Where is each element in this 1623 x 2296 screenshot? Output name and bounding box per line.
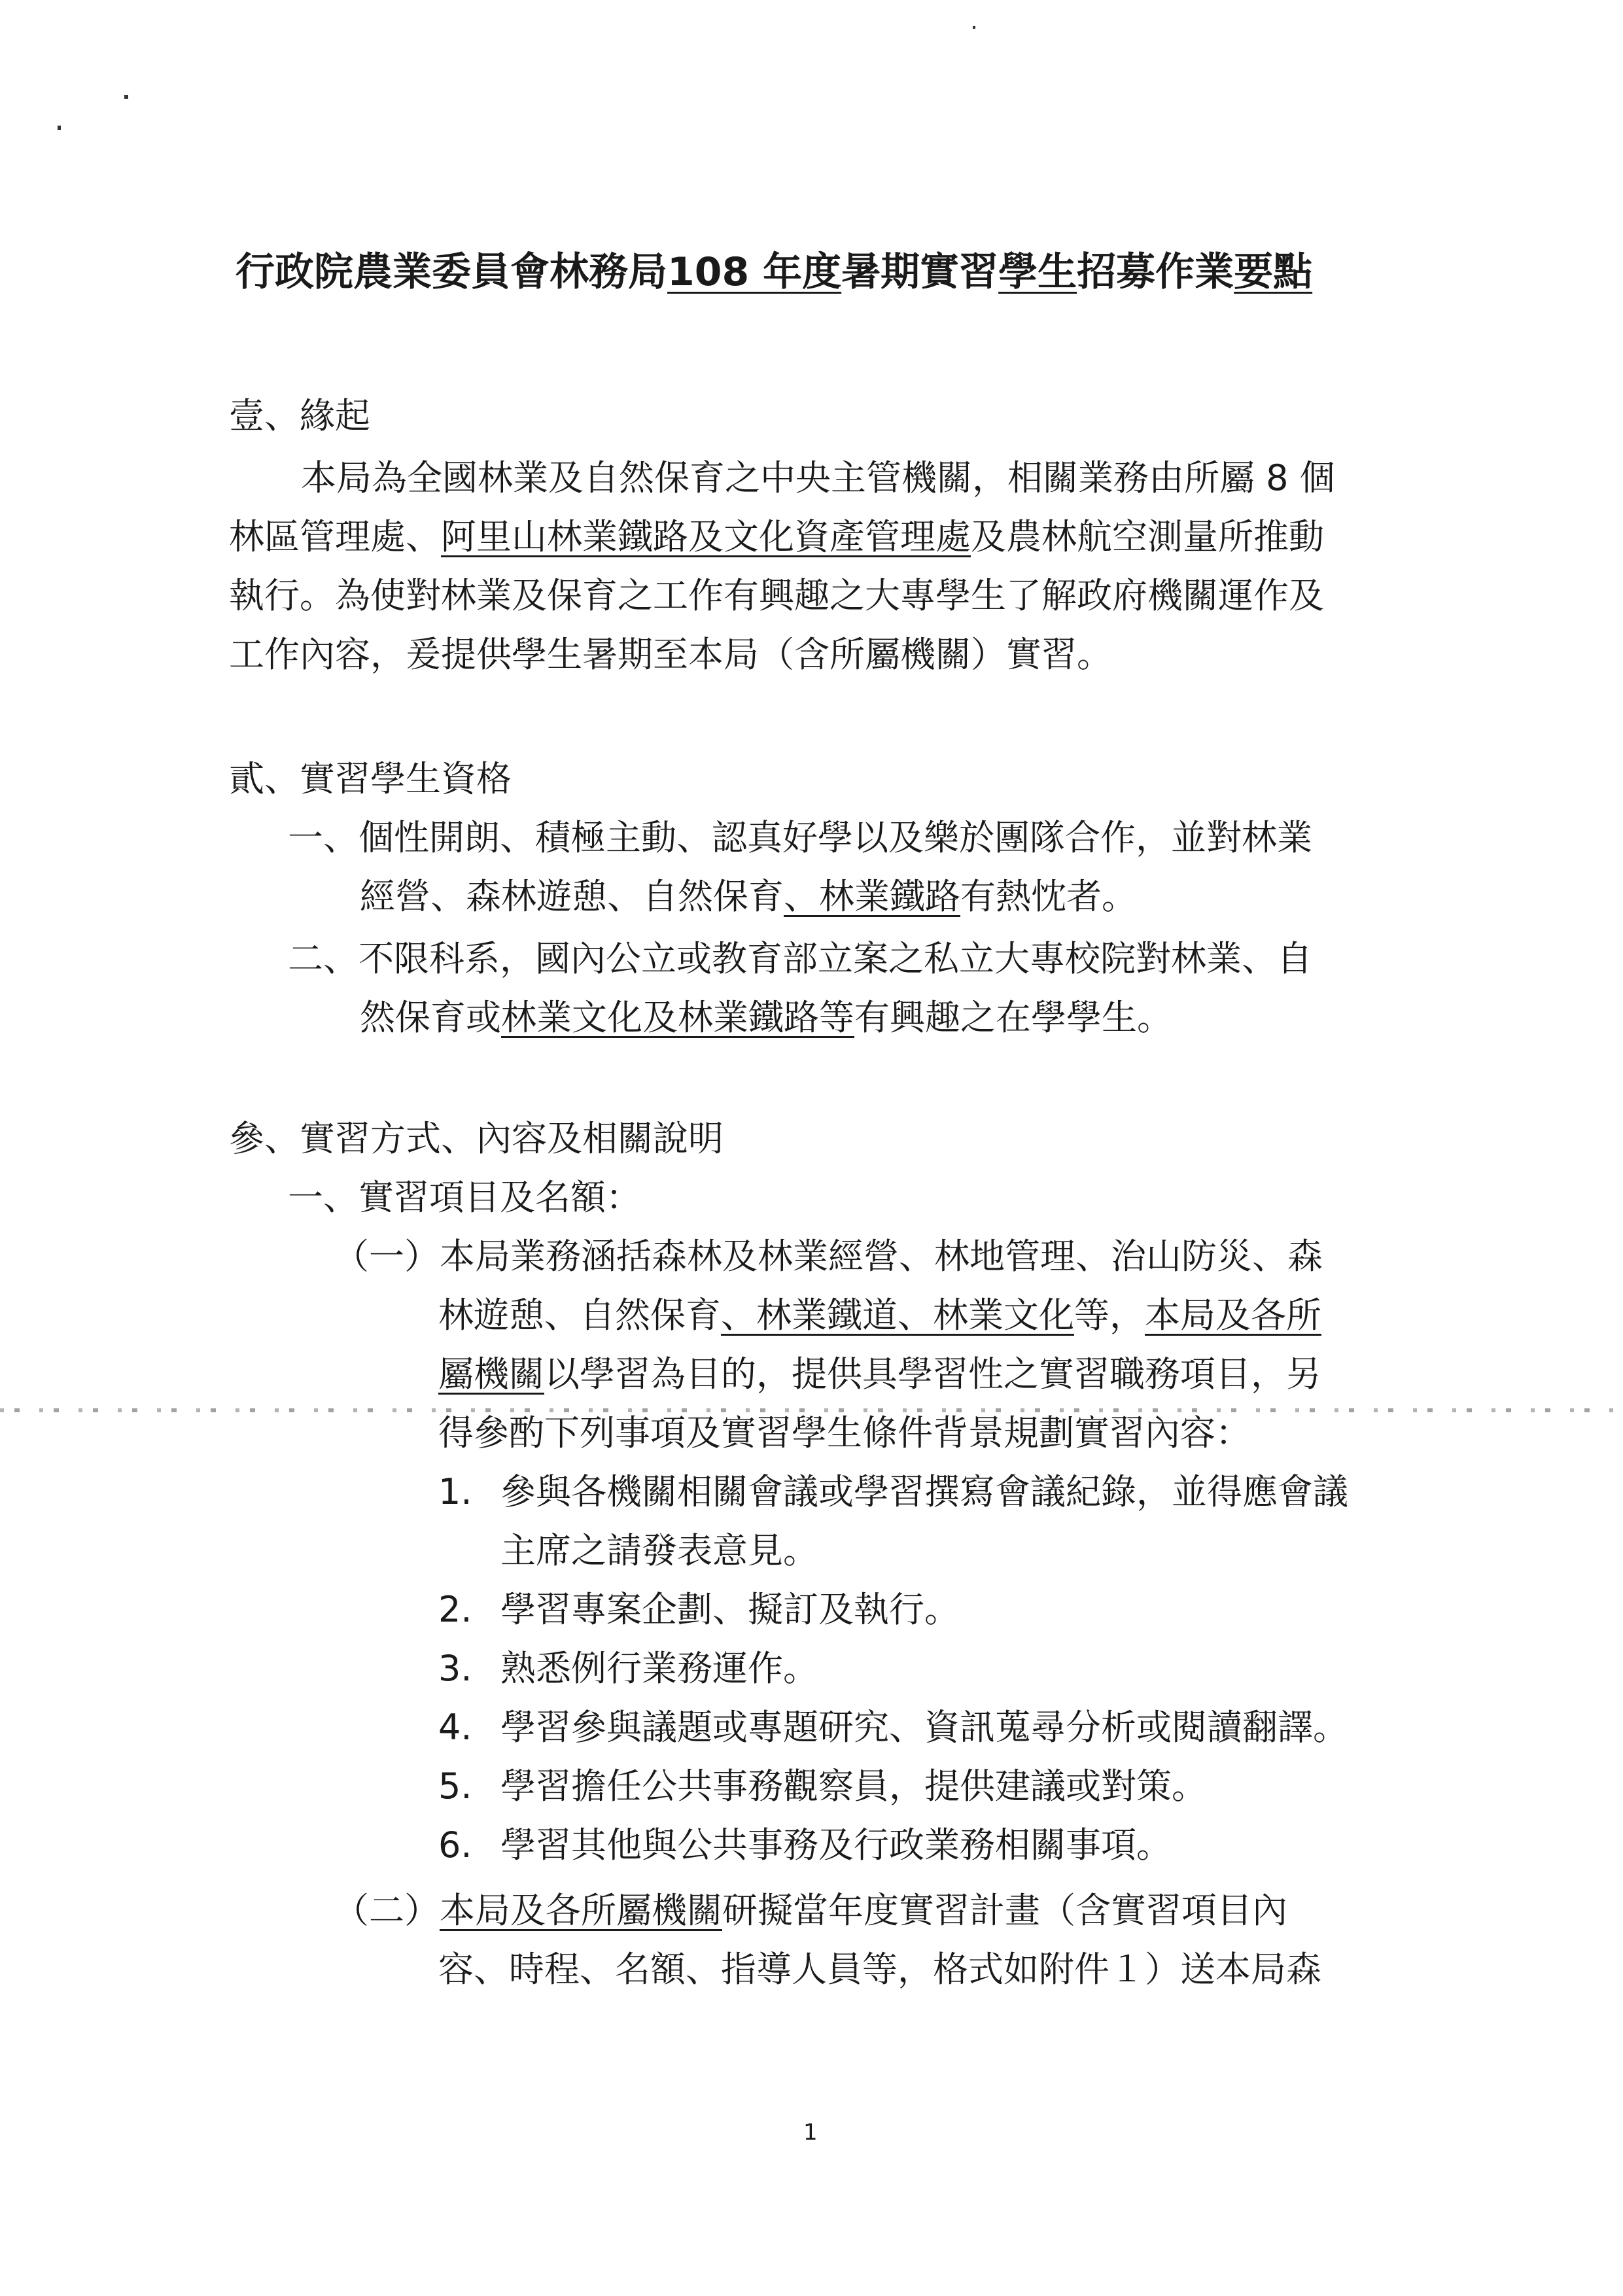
numbered-item: 6. 學習其他與公共事務及行政業務相關事項。 xyxy=(438,1824,1172,1866)
paragraph-line: 得參酌下列事項及實習學生條件背景規劃實習內容： xyxy=(438,1412,1251,1453)
paragraph-line: （二）本局及各所屬機關研擬當年度實習計畫（含實習項目內 xyxy=(334,1890,1287,1931)
scan-speck xyxy=(973,26,975,29)
numbered-item: 3. 熟悉例行業務運作。 xyxy=(438,1648,818,1689)
paragraph-line: 林遊憩、自然保育、林業鐵道、林業文化等，本局及各所 xyxy=(438,1295,1321,1336)
numbered-item-continuation: 主席之請發表意見。 xyxy=(500,1530,818,1571)
scan-speck xyxy=(124,95,128,99)
section-heading: 參、實習方式、內容及相關說明 xyxy=(229,1118,724,1159)
list-item: 一、個性開朗、積極主動、認真好學以及樂於團隊合作，並對林業 xyxy=(288,817,1312,858)
paragraph-line: 本局為全國林業及自然保育之中央主管機關，相關業務由所屬 8 個 xyxy=(301,457,1335,498)
numbered-item: 1. 參與各機關相關會議或學習撰寫會議紀錄，並得應會議 xyxy=(438,1471,1348,1512)
subsection-heading: 一、實習項目及名額： xyxy=(288,1177,641,1218)
paragraph-line: 工作內容，爰提供學生暑期至本局（含所屬機關）實習。 xyxy=(229,634,1112,675)
numbered-item: 2. 學習專案企劃、擬訂及執行。 xyxy=(438,1589,960,1630)
scan-speck xyxy=(58,126,61,130)
numbered-item: 5. 學習擔任公共事務觀察員，提供建議或對策。 xyxy=(438,1765,1207,1807)
numbered-item: 4. 學習參與議題或專題研究、資訊蒐尋分析或閱讀翻譯。 xyxy=(438,1707,1348,1748)
page-number: 1 xyxy=(803,2119,818,2146)
section-heading: 壹、緣起 xyxy=(229,395,370,436)
paragraph-line: 容、時程、名額、指導人員等，格式如附件１）送本局森 xyxy=(438,1949,1321,1990)
list-item: 二、不限科系，國內公立或教育部立案之私立大專校院對林業、自 xyxy=(288,938,1312,979)
list-item-continuation: 然保育或林業文化及林業鐵路等有興趣之在學學生。 xyxy=(360,997,1172,1038)
list-item-continuation: 經營、森林遊憩、自然保育、林業鐵路有熱忱者。 xyxy=(360,876,1137,917)
paragraph-line: （一）本局業務涵括森林及林業經營、林地管理、治山防災、森 xyxy=(334,1236,1323,1277)
paragraph-line: 林區管理處、阿里山林業鐵路及文化資產管理處及農林航空測量所推動 xyxy=(229,516,1324,557)
section-heading: 貳、實習學生資格 xyxy=(229,758,512,799)
paragraph-line: 執行。為使對林業及保育之工作有興趣之大專學生了解政府機關運作及 xyxy=(229,575,1324,616)
paragraph-line: 屬機關以學習為目的，提供具學習性之實習職務項目，另 xyxy=(438,1353,1321,1395)
document-title: 行政院農業委員會林務局108 年度暑期實習學生招募作業要點 xyxy=(236,249,1313,295)
